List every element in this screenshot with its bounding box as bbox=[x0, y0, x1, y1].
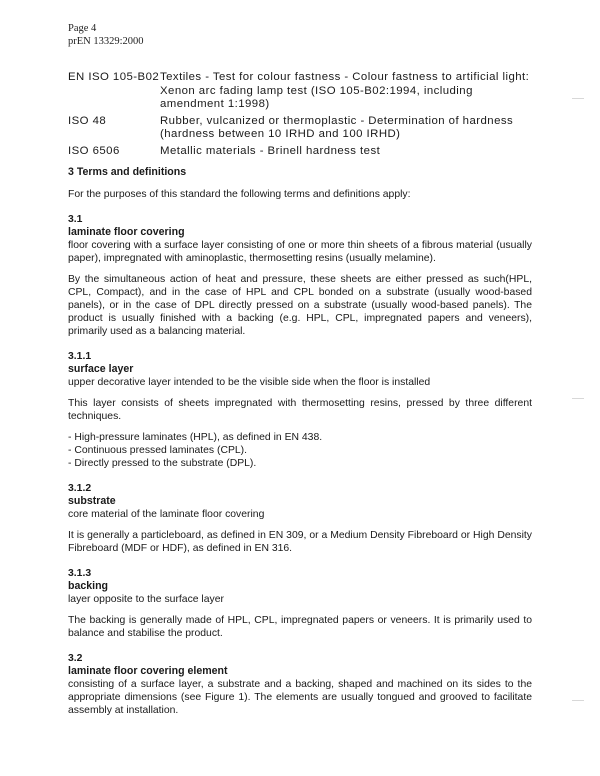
reference-title: Rubber, vulcanized or thermoplastic - Determination of hardness (hardness between 10 IRHD and 100 IRHD) bbox=[160, 114, 514, 141]
reference-title: Textiles - Test for colour fastness - Colour fastness to artificial light: Xenon arc fading lamp test (ISO 105-B02:1994, including amendment 1:1998) bbox=[160, 71, 530, 111]
scan-mark bbox=[572, 98, 584, 99]
section-heading: 3 Terms and definitions bbox=[68, 166, 187, 178]
list-item: - High-pressure laminates (HPL), as defined in EN 438. bbox=[68, 432, 323, 443]
term-paragraph: It is generally a particleboard, as defined in EN 309, or a Medium Density Fibreboard or High Density Fibreboard (MDF or HDF), as defined in EN 316. bbox=[68, 530, 532, 554]
term-paragraph: This layer consists of sheets impregnated with thermosetting resins, pressed by three different techniques. bbox=[68, 398, 532, 422]
reference-title: Metallic materials - Brinell hardness test bbox=[160, 144, 381, 157]
term-number: 3.1.2 bbox=[68, 483, 92, 494]
term-3-1-3 bbox=[68, 567, 532, 640]
reference-row bbox=[68, 145, 532, 159]
list-item: - Continuous pressed laminates (CPL). bbox=[68, 445, 248, 456]
section-intro: For the purposes of this standard the following terms and definitions apply: bbox=[68, 189, 411, 200]
reference-row bbox=[68, 71, 532, 112]
term-paragraph: The backing is generally made of HPL, CPL, impregnated papers or veneers. It is primarily used to balance and stabilise the product. bbox=[68, 615, 532, 639]
term-name: surface layer bbox=[68, 363, 134, 375]
document-id: prEN 13329:2000 bbox=[68, 36, 144, 47]
scan-mark bbox=[572, 398, 584, 399]
term-number: 3.1.1 bbox=[68, 351, 92, 362]
normative-references bbox=[68, 71, 532, 162]
term-definition: consisting of a surface layer, a substrate and a backing, shaped and machined on its sides to the appropriate dimensions (see Figure 1). The elements are usually tongued and grooved to facilitate assembly at installation. bbox=[68, 679, 532, 716]
reference-code: EN ISO 105-B02 bbox=[68, 71, 160, 83]
list-item: - Directly pressed to the substrate (DPL). bbox=[68, 458, 257, 469]
term-definition: floor covering with a surface layer consisting of one or more thin sheets of a fibrous material (usually paper), impregnated with aminoplastic, thermosetting resins (usually melamine). bbox=[68, 240, 532, 264]
page-header bbox=[68, 22, 144, 48]
term-3-1-2 bbox=[68, 482, 532, 555]
terms-section bbox=[68, 166, 532, 725]
term-definition: core material of the laminate floor covering bbox=[68, 509, 265, 520]
term-paragraph: By the simultaneous action of heat and pressure, these sheets are either pressed as such(HPL, CPL, Compact), and in the case of HPL and CPL bonded on a substrate (usually wood-based panels), or in the case of DPL directly pressed on a substrate (usually wood-based panels). The product is usually finished with a backing (e.g. HPL, CPL, impregnated papers and veneers), primarily used as a balancing material. bbox=[68, 274, 532, 337]
term-3-2 bbox=[68, 652, 532, 717]
term-3-1 bbox=[68, 213, 532, 338]
term-name: laminate floor covering bbox=[68, 226, 185, 238]
page-number: Page 4 bbox=[68, 23, 97, 34]
term-name: laminate floor covering element bbox=[68, 665, 228, 677]
term-name: substrate bbox=[68, 495, 116, 507]
term-number: 3.1 bbox=[68, 214, 83, 225]
reference-code: ISO 48 bbox=[68, 114, 107, 127]
reference-code: ISO 6506 bbox=[68, 144, 120, 157]
reference-row bbox=[68, 115, 532, 142]
term-name: backing bbox=[68, 580, 109, 592]
scan-mark bbox=[572, 700, 584, 701]
term-definition: layer opposite to the surface layer bbox=[68, 594, 224, 605]
term-number: 3.1.3 bbox=[68, 568, 92, 579]
term-number: 3.2 bbox=[68, 653, 83, 664]
term-3-1-1 bbox=[68, 350, 532, 470]
term-definition: upper decorative layer intended to be the visible side when the floor is installed bbox=[68, 377, 431, 388]
technique-list bbox=[68, 431, 532, 470]
